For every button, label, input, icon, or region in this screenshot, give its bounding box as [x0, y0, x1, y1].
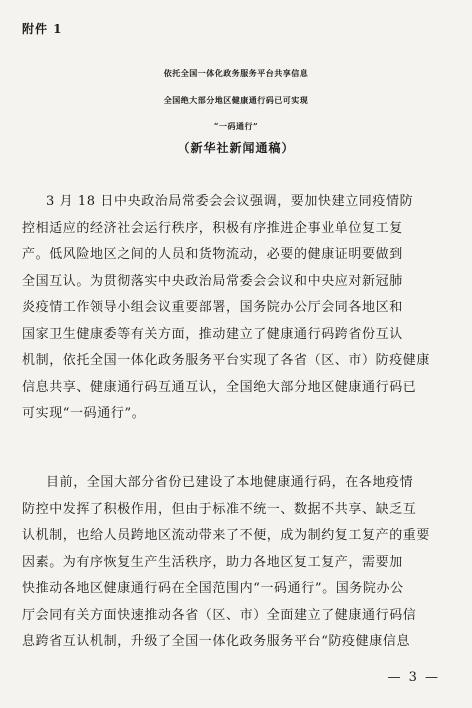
paragraph-2: [22, 470, 452, 656]
paragraph-line: 快推动各地区健康通行码在全国范围内“一码通行”。国务院办公: [22, 581, 404, 596]
paragraph-line: 防控中发挥了积极作用，但由于标准不统一、数据不共享、缺乏互: [22, 501, 417, 517]
paragraph-line: 因素。为有序恢复生产生活秩序，助力各地区复工复产，需要加: [22, 554, 403, 570]
title-line-1: 依托全国一体化政务服务平台共享信息: [163, 68, 309, 78]
paragraph-line: 炎疫情工作领导小组会议重要部署，国务院办公厅会同各地区和: [22, 300, 403, 315]
paragraph-line: 国家卫生健康委等有关方面，推动建立了健康通行码跨省份互认: [22, 326, 403, 342]
page-number: — 3 —: [387, 670, 440, 685]
attachment-label: 附件 1: [22, 22, 63, 36]
paragraph-line: 可实现“一码通行”。: [22, 406, 146, 421]
paragraph-line: 产。低风险地区之间的人员和货物流动，必要的健康证明要做到: [22, 247, 403, 262]
paragraph-line: 厅会同有关方面快速推动各省（区、市）全面建立了健康通行码信: [22, 607, 417, 623]
paragraph-line: 息跨省互认机制，升级了全国一体化政务服务平台“防疫健康信息: [22, 634, 411, 649]
paragraph-line: 目前，全国大部分省份已建设了本地健康通行码，在各地疫情: [46, 475, 414, 490]
title-line-3: “一码通行”: [213, 121, 259, 131]
paragraph-line: 信息共享、健康通行码互通互认，全国绝大部分地区健康通行码已: [22, 379, 417, 395]
paragraph-1: [22, 189, 452, 428]
paragraph-line: 全国互认。为贯彻落实中央政治局常委会会议和中央应对新冠肺: [22, 273, 403, 289]
paragraph-line: 3 月 18 日中央政治局常委会会议强调，要加快建立同疫情防: [46, 194, 414, 209]
paragraph-line: 认机制，也给人员跨地区流动带来了不便，成为制约复工复产的重要: [22, 528, 431, 543]
title-line-2: 全国绝大部分地区健康通行码已可实现: [163, 95, 309, 105]
paragraph-line: 控相适应的经济社会运行秩序，积极有序推进企事业单位复工复: [22, 220, 403, 236]
paragraph-line: 机制，依托全国一体化政务服务平台实现了各省（区、市）防疫健康: [22, 353, 431, 368]
source-note: （新华社新闻通稿）: [177, 141, 295, 155]
